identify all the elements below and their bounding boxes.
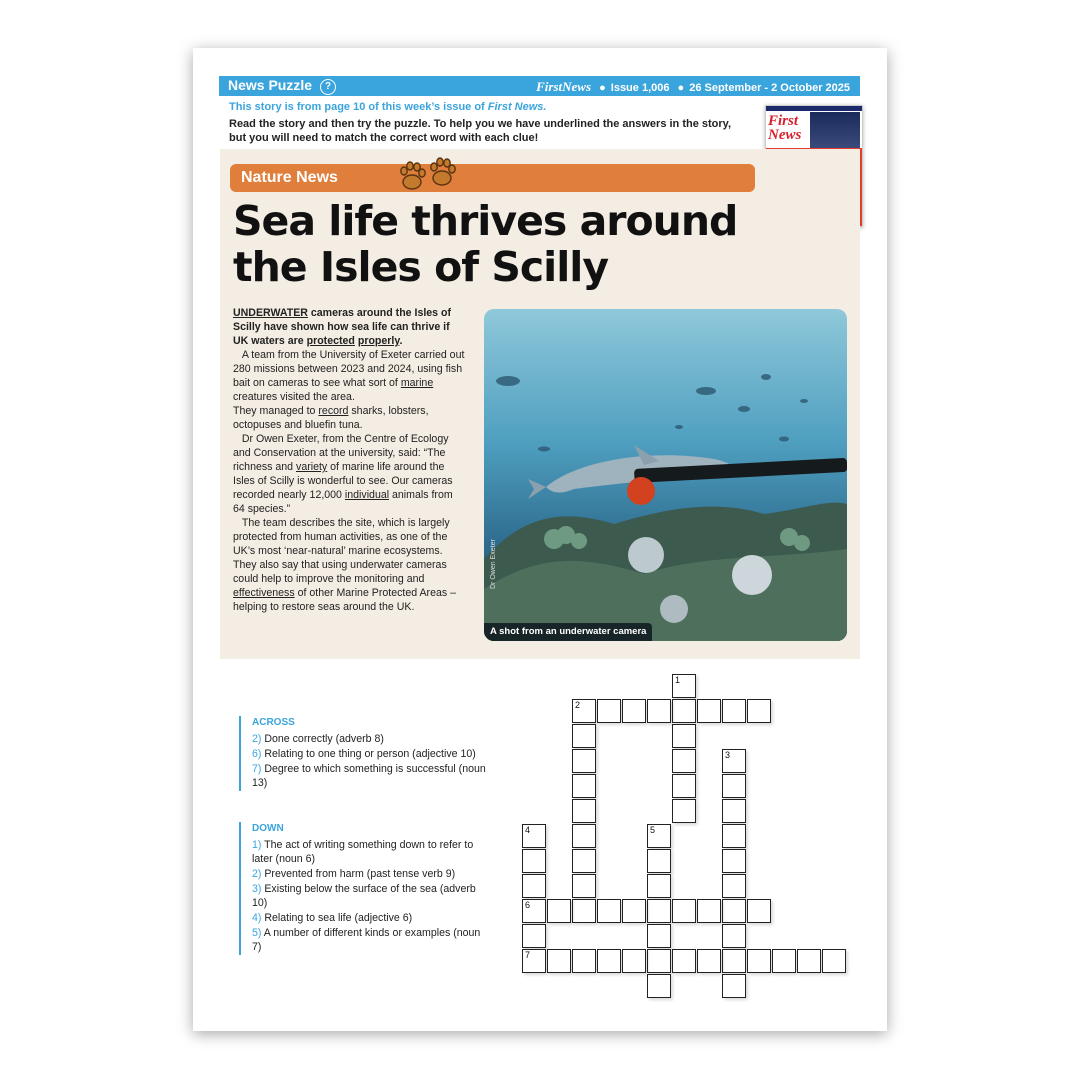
photo-credit: Dr Owen Exeter: [490, 539, 497, 589]
crossword-cell[interactable]: [722, 924, 746, 948]
crossword-cell[interactable]: [772, 949, 796, 973]
crossword-cell[interactable]: [522, 874, 546, 898]
clue-across-6: 6) Relating to one thing or person (adjective 10): [252, 748, 476, 760]
photo-caption: A shot from an underwater camera: [484, 623, 652, 641]
crossword-cell[interactable]: [572, 749, 596, 773]
down-clues: [239, 822, 492, 955]
clue-number: 7: [525, 950, 531, 960]
crossword-cell[interactable]: [572, 874, 596, 898]
worksheet-page: [193, 48, 887, 1031]
crossword-cell[interactable]: [622, 699, 646, 723]
across-clues: [239, 716, 492, 791]
crossword-cell[interactable]: [722, 799, 746, 823]
crossword-cell[interactable]: [697, 699, 721, 723]
clue-down-3: 3) Existing below the surface of the sea (adverb 10): [252, 883, 476, 909]
crossword-cell[interactable]: [572, 724, 596, 748]
clue-number: 1: [675, 675, 681, 685]
crossword-cell[interactable]: [622, 899, 646, 923]
crossword-cell[interactable]: [522, 924, 546, 948]
cover-logo: First News: [768, 113, 802, 143]
clue-down-1: 1) The act of writing something down to refer to later (noun 6): [252, 839, 474, 865]
crossword-cell[interactable]: [722, 974, 746, 998]
section-tag-label: Nature News: [241, 169, 338, 186]
intro-source: This story is from page 10 of this week’s issue of First News.: [229, 101, 547, 113]
crossword-cell[interactable]: [522, 849, 546, 873]
crossword-cell[interactable]: [647, 974, 671, 998]
crossword-cell[interactable]: [747, 699, 771, 723]
clue-down-2: 2) Prevented from harm (past tense verb 9): [252, 868, 456, 880]
crossword-cell[interactable]: [722, 849, 746, 873]
clue-number: 5: [650, 825, 656, 835]
issue-dates: 26 September - 2 October 2025: [689, 82, 850, 94]
crossword-cell[interactable]: [822, 949, 846, 973]
crossword-cell[interactable]: [547, 899, 571, 923]
article-headline: Sea life thrives around the Isles of Scilly: [233, 197, 738, 291]
brand-name: FirstNews: [536, 79, 592, 94]
clue-number: 4: [525, 825, 531, 835]
issue-info: FirstNews ● Issue 1,006 ● 26 September - 2 October 2025: [536, 79, 850, 94]
crossword-cell[interactable]: [672, 774, 696, 798]
crossword-cell[interactable]: [647, 824, 671, 848]
crossword-cell[interactable]: [647, 899, 671, 923]
crossword-cell[interactable]: [572, 949, 596, 973]
crossword-cell[interactable]: [672, 899, 696, 923]
clue-across-2: 2) Done correctly (adverb 8): [252, 733, 384, 745]
crossword-cell[interactable]: [672, 949, 696, 973]
crossword-cell[interactable]: [522, 824, 546, 848]
crossword-cell[interactable]: [647, 949, 671, 973]
crossword-cell[interactable]: [797, 949, 821, 973]
across-title: ACROSS: [252, 717, 295, 728]
crossword-cell[interactable]: [697, 949, 721, 973]
clue-across-7: 7) Degree to which something is successful (noun 13): [252, 763, 486, 789]
section-title: News Puzzle ?: [228, 77, 336, 95]
crossword-cell[interactable]: [572, 699, 596, 723]
clue-down-5: 5) A number of different kinds or examples (noun 7): [252, 927, 481, 953]
crossword-cell[interactable]: [647, 924, 671, 948]
crossword-cell[interactable]: [547, 949, 571, 973]
intro-instructions: Read the story and then try the puzzle. To help you we have underlined the answers in the story, but you will need to match the correct word with each clue!: [229, 118, 732, 144]
crossword-cell[interactable]: [572, 824, 596, 848]
header-bar: [219, 76, 860, 96]
down-title: DOWN: [252, 823, 284, 834]
crossword-cell[interactable]: [647, 849, 671, 873]
clue-number: 2: [575, 700, 581, 710]
crossword-cell[interactable]: [722, 699, 746, 723]
crossword-cell[interactable]: [522, 949, 546, 973]
paw-prints-icon: [398, 156, 462, 194]
crossword-cell[interactable]: [672, 674, 696, 698]
crossword-cell[interactable]: [747, 949, 771, 973]
crossword-cell[interactable]: [622, 949, 646, 973]
crossword-cell[interactable]: [597, 899, 621, 923]
crossword-cell[interactable]: [647, 699, 671, 723]
crossword-cell[interactable]: [747, 899, 771, 923]
crossword-cell[interactable]: [597, 699, 621, 723]
clue-down-4: 4) Relating to sea life (adjective 6): [252, 912, 413, 924]
crossword-cell[interactable]: [572, 799, 596, 823]
crossword-cell[interactable]: [697, 899, 721, 923]
clue-number: 3: [725, 750, 731, 760]
crossword-cell[interactable]: [597, 949, 621, 973]
crossword-cell[interactable]: [722, 824, 746, 848]
crossword-cell[interactable]: [672, 799, 696, 823]
crossword-cell[interactable]: [522, 899, 546, 923]
crossword-cell[interactable]: [572, 849, 596, 873]
crossword-cell[interactable]: [722, 949, 746, 973]
torn-edge: [220, 648, 860, 662]
crossword-cell[interactable]: [672, 724, 696, 748]
underwater-photo: [484, 309, 847, 641]
issue-number: Issue 1,006: [610, 82, 670, 94]
question-icon: ?: [320, 79, 336, 95]
crossword-cell[interactable]: [572, 899, 596, 923]
clue-number: 6: [525, 900, 531, 910]
crossword-cell[interactable]: [722, 874, 746, 898]
article-body: UNDERWATER cameras around the Isles of Scilly have shown how sea life can thrive if UK waters are protected properly. A team from the University of Exeter carried out 280 missions between 2023 and 2024, using fish bait on cameras to see what sort of marine creatures visited the area. They managed to record sharks, lobsters, octopuses and bluefin tuna. Dr Owen Exeter, from the Centre of Ecology and Conservation at the university, said: “The richness and variety of marine life around the Isles of Scilly is wonderful to see. Our cameras recorded nearly 12,000 individual animals from 64 species.” The team describes the site, which is largely protected from human activities, as one of the UK’s most ‘near-natural’ marine ecosystems. They also say that using underwater cameras could help to improve the monitoring and effectiveness of other Marine Protected Areas – helping to restore seas around the UK.: [233, 307, 465, 613]
crossword-cell[interactable]: [722, 774, 746, 798]
section-tag: [230, 164, 755, 192]
crossword-cell[interactable]: [722, 749, 746, 773]
crossword-cell[interactable]: [572, 774, 596, 798]
crossword-cell[interactable]: [647, 874, 671, 898]
crossword-cell[interactable]: [672, 749, 696, 773]
crossword-cell[interactable]: [722, 899, 746, 923]
crossword-cell[interactable]: [672, 699, 696, 723]
